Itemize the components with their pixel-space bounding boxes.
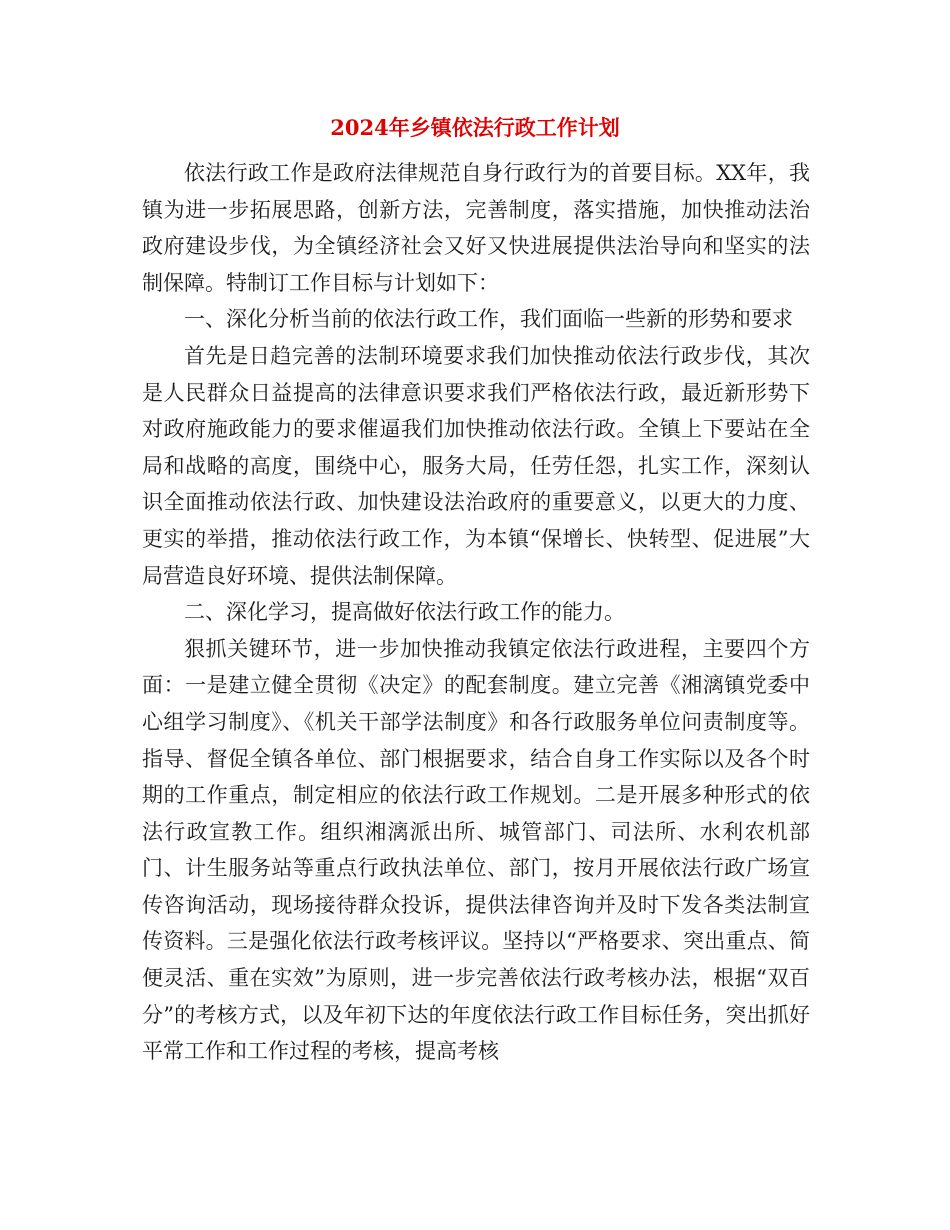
paragraph-section-2: 狠抓关键环节，进一步加快推动我镇定依法行政进程，主要四个方面：一是建立健全贯彻《决定》的配套制度。建立完善《湘漓镇党委中心组学习制度》、《机关干部学法制度》和各行政服务单位问责制度等。指导、督促全镇各单位、部门根据要求，结合自身工作实际以及各个时期的工作重点，制定相应的依法行政工作规划。二是开展多种形式的依法行政宣教工作。组织湘漓派出所、城管部门、司法所、水利农机部门、计生服务站等重点行政执法单位、部门，按月开展依法行政广场宣传咨询活动，现场接待群众投诉，提供法律咨询并及时下发各类法制宣传资料。三是强化依法行政考核评议。坚持以“严格要求、突出重点、简便灵活、重在实效”为原则，进一步完善依法行政考核办法，根据“双百分”的考核方式，以及年初下达的年度依法行政工作目标任务，突出抓好平常工作和工作过程的考核，提高考核 [142, 636, 810, 1064]
paragraph-intro: 依法行政工作是政府法律规范自身行政行为的首要目标。XX年，我镇为进一步拓展思路，创新方法，完善制度，落实措施，加快推动法治政府建设步伐，为全镇经济社会又好又快进展提供法治导向和坚实的法制保障。特制订工作目标与计划如下： [142, 161, 810, 295]
document-title: 2024年乡镇依法行政工作计划 [330, 115, 620, 140]
paragraph-section-1: 首先是日趋完善的法制环境要求我们加快推动依法行政步伐，其次是人民群众日益提高的法律意识要求我们严格依法行政，最近新形势下对政府施政能力的要求催逼我们加快推动依法行政。全镇上下要站在全局和战略的高度，围绕中心，服务大局，任劳任怨，扎实工作，深刻认识全面推动依法行政、加快建设法治政府的重要意义，以更大的力度、更实的举措，推动依法行政工作，为本镇“保增长、快转型、促进展”大局营造良好环境、提供法制保障。 [142, 343, 810, 588]
document-body [142, 155, 810, 1070]
section-heading-2: 二、深化学习，提高做好依法行政工作的能力。 [184, 600, 625, 625]
section-heading-1: 一、深化分析当前的依法行政工作，我们面临一些新的形势和要求 [184, 307, 793, 332]
